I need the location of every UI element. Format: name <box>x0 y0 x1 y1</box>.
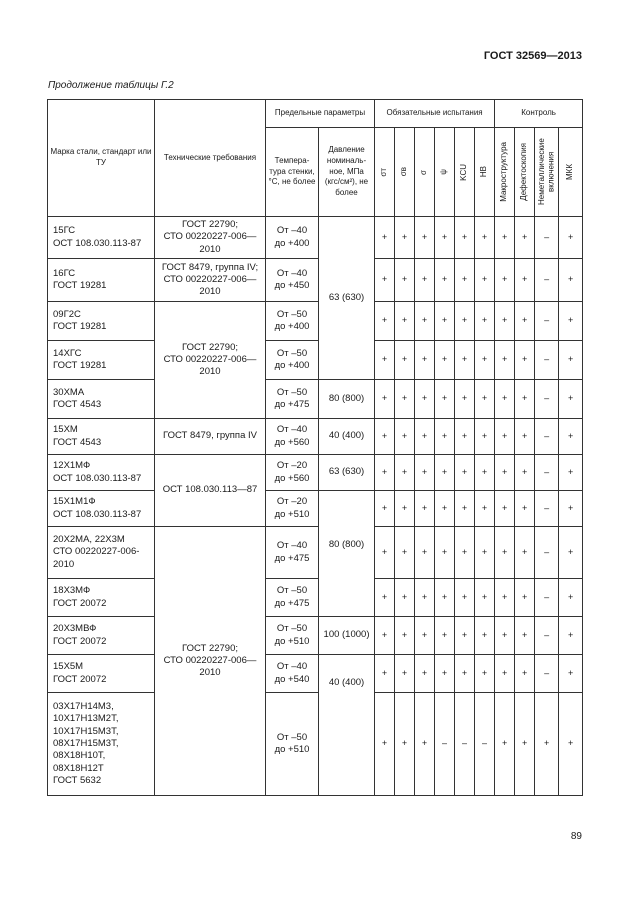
test-mark: + <box>375 302 395 341</box>
steel-grade: 15Х1М1Ф ОСТ 108.030.113-87 <box>48 491 155 527</box>
test-mark: + <box>515 302 535 341</box>
test-mark: + <box>395 419 415 455</box>
test-mark: + <box>395 693 415 796</box>
wall-temperature: От –50 до +510 <box>266 693 319 796</box>
tech-requirements: ОСТ 108.030.113—87 <box>155 455 266 527</box>
test-mark: + <box>455 259 475 302</box>
test-mark: + <box>559 217 583 259</box>
test-mark: – <box>535 655 559 693</box>
nominal-pressure: 100 (1000) <box>319 617 375 655</box>
test-mark: + <box>475 455 495 491</box>
test-mark: – <box>535 341 559 380</box>
test-mark: + <box>435 655 455 693</box>
wall-temperature: От –50 до +475 <box>266 579 319 617</box>
test-mark: + <box>475 617 495 655</box>
test-mark: + <box>515 419 535 455</box>
test-mark: + <box>415 579 435 617</box>
test-mark: + <box>559 491 583 527</box>
steel-grade: 30ХМА ГОСТ 4543 <box>48 380 155 419</box>
test-mark: – <box>535 617 559 655</box>
test-mark: + <box>559 693 583 796</box>
test-mark: + <box>375 341 395 380</box>
table-caption: Продолжение таблицы Г.2 <box>48 80 174 91</box>
test-mark: + <box>435 455 455 491</box>
steel-grade: 16ГС ГОСТ 19281 <box>48 259 155 302</box>
test-mark: + <box>415 380 435 419</box>
wall-temperature: От –20 до +510 <box>266 491 319 527</box>
test-mark: + <box>455 579 475 617</box>
header-hb: HB <box>475 128 495 217</box>
nominal-pressure: 40 (400) <box>319 655 375 796</box>
tech-requirements: ГОСТ 8479, группа IV; СТО 00220227-006— 2010 <box>155 259 266 302</box>
test-mark: – <box>535 259 559 302</box>
header-tests: Обязательные испытания <box>375 100 495 128</box>
nominal-pressure: 80 (800) <box>319 491 375 617</box>
test-mark: + <box>415 419 435 455</box>
test-mark: + <box>495 380 515 419</box>
test-mark: + <box>559 259 583 302</box>
test-mark: + <box>475 655 495 693</box>
test-mark: + <box>495 693 515 796</box>
steel-grade: 15ГС ОСТ 108.030.113-87 <box>48 217 155 259</box>
test-mark: + <box>415 341 435 380</box>
test-mark: + <box>435 527 455 579</box>
steel-grade: 12Х1МФ ОСТ 108.030.113-87 <box>48 455 155 491</box>
header-pressure: Давление номиналь-ное, МПа (кгс/см²), не более <box>319 128 375 217</box>
test-mark: + <box>515 527 535 579</box>
wall-temperature: От –40 до +400 <box>266 217 319 259</box>
test-mark: + <box>495 259 515 302</box>
table-row <box>48 617 583 655</box>
wall-temperature: От –50 до +510 <box>266 617 319 655</box>
test-mark: + <box>559 617 583 655</box>
test-mark: + <box>495 527 515 579</box>
test-mark: + <box>475 380 495 419</box>
tech-requirements: ГОСТ 22790; СТО 00220227-006— 2010 <box>155 527 266 796</box>
test-mark: + <box>515 655 535 693</box>
test-mark: + <box>559 419 583 455</box>
test-mark: – <box>535 217 559 259</box>
test-mark: + <box>495 455 515 491</box>
table-row <box>48 579 583 617</box>
steel-table <box>47 99 583 796</box>
test-mark: + <box>395 491 415 527</box>
test-mark: + <box>475 419 495 455</box>
test-mark: + <box>535 693 559 796</box>
table-row <box>48 341 583 380</box>
test-mark: + <box>375 693 395 796</box>
test-mark: + <box>375 217 395 259</box>
test-mark: – <box>435 693 455 796</box>
test-mark: + <box>475 302 495 341</box>
header-nonmetal: Неметаллические включения <box>535 128 559 217</box>
test-mark: + <box>395 617 415 655</box>
wall-temperature: От –40 до +450 <box>266 259 319 302</box>
test-mark: – <box>475 693 495 796</box>
header-delta: σ <box>415 128 435 217</box>
test-mark: + <box>415 693 435 796</box>
test-mark: + <box>395 579 415 617</box>
test-mark: + <box>455 455 475 491</box>
test-mark: + <box>475 579 495 617</box>
test-mark: + <box>415 491 435 527</box>
table-row <box>48 655 583 693</box>
test-mark: + <box>395 341 415 380</box>
table-row <box>48 491 583 527</box>
test-mark: + <box>455 217 475 259</box>
test-mark: – <box>535 579 559 617</box>
test-mark: + <box>415 302 435 341</box>
table-row <box>48 455 583 491</box>
wall-temperature: От –50 до +400 <box>266 302 319 341</box>
header-temp: Темпера-тура стенки, °С, не более <box>266 128 319 217</box>
steel-grade: 15Х5М ГОСТ 20072 <box>48 655 155 693</box>
test-mark: + <box>495 617 515 655</box>
nominal-pressure: 63 (630) <box>319 455 375 491</box>
test-mark: + <box>375 527 395 579</box>
test-mark: + <box>435 419 455 455</box>
steel-grade: 15ХМ ГОСТ 4543 <box>48 419 155 455</box>
test-mark: + <box>435 380 455 419</box>
table-row <box>48 527 583 579</box>
test-mark: + <box>515 341 535 380</box>
header-grade: Марка стали, стандарт или ТУ <box>48 100 155 217</box>
test-mark: – <box>535 380 559 419</box>
test-mark: + <box>559 380 583 419</box>
test-mark: + <box>415 617 435 655</box>
nominal-pressure: 80 (800) <box>319 380 375 419</box>
test-mark: + <box>515 455 535 491</box>
test-mark: + <box>395 380 415 419</box>
test-mark: + <box>395 655 415 693</box>
test-mark: + <box>415 259 435 302</box>
wall-temperature: От –20 до +560 <box>266 455 319 491</box>
test-mark: + <box>559 455 583 491</box>
header-limits: Предельные параметры <box>266 100 375 128</box>
test-mark: + <box>455 655 475 693</box>
test-mark: + <box>435 341 455 380</box>
table-row <box>48 217 583 259</box>
test-mark: + <box>515 217 535 259</box>
test-mark: + <box>375 491 395 527</box>
test-mark: + <box>435 579 455 617</box>
test-mark: + <box>375 655 395 693</box>
wall-temperature: От –40 до +540 <box>266 655 319 693</box>
header-psi: ψ <box>435 128 455 217</box>
test-mark: + <box>375 455 395 491</box>
test-mark: + <box>435 491 455 527</box>
test-mark: + <box>559 655 583 693</box>
test-mark: + <box>515 579 535 617</box>
table-row <box>48 380 583 419</box>
table-row <box>48 302 583 341</box>
test-mark: + <box>455 419 475 455</box>
test-mark: + <box>559 302 583 341</box>
test-mark: + <box>455 617 475 655</box>
test-mark: + <box>475 259 495 302</box>
test-mark: – <box>535 419 559 455</box>
test-mark: – <box>455 693 475 796</box>
test-mark: + <box>415 455 435 491</box>
wall-temperature: От –50 до +400 <box>266 341 319 380</box>
test-mark: + <box>455 380 475 419</box>
tech-requirements: ГОСТ 22790; СТО 00220227-006— 2010 <box>155 302 266 419</box>
test-mark: + <box>495 579 515 617</box>
test-mark: + <box>515 491 535 527</box>
test-mark: + <box>395 527 415 579</box>
test-mark: + <box>495 341 515 380</box>
test-mark: + <box>415 655 435 693</box>
test-mark: + <box>435 217 455 259</box>
test-mark: + <box>475 527 495 579</box>
test-mark: + <box>515 617 535 655</box>
tech-requirements: ГОСТ 22790; СТО 00220227-006— 2010 <box>155 217 266 259</box>
test-mark: + <box>559 579 583 617</box>
table-row <box>48 419 583 455</box>
test-mark: – <box>535 527 559 579</box>
test-mark: + <box>375 579 395 617</box>
test-mark: + <box>435 617 455 655</box>
test-mark: + <box>559 341 583 380</box>
test-mark: + <box>495 491 515 527</box>
header-mkk: МКК <box>559 128 583 217</box>
test-mark: + <box>395 259 415 302</box>
steel-grade: 20Х3МВФ ГОСТ 20072 <box>48 617 155 655</box>
tech-requirements: ГОСТ 8479, группа IV <box>155 419 266 455</box>
header-macro: Макроструктура <box>495 128 515 217</box>
test-mark: – <box>535 455 559 491</box>
test-mark: + <box>415 527 435 579</box>
test-mark: + <box>455 341 475 380</box>
wall-temperature: От –40 до +560 <box>266 419 319 455</box>
table-row <box>48 693 583 796</box>
test-mark: + <box>495 655 515 693</box>
header-kcu: KCU <box>455 128 475 217</box>
test-mark: + <box>455 527 475 579</box>
header-sigma-b: σв <box>395 128 415 217</box>
test-mark: + <box>495 419 515 455</box>
test-mark: + <box>395 455 415 491</box>
test-mark: + <box>475 217 495 259</box>
nominal-pressure: 63 (630) <box>319 217 375 380</box>
wall-temperature: От –40 до +475 <box>266 527 319 579</box>
test-mark: + <box>495 217 515 259</box>
page-number: 89 <box>570 831 582 842</box>
test-mark: + <box>455 302 475 341</box>
table-row <box>48 259 583 302</box>
steel-grade: 09Г2С ГОСТ 19281 <box>48 302 155 341</box>
test-mark: + <box>515 380 535 419</box>
test-mark: + <box>515 693 535 796</box>
test-mark: + <box>515 259 535 302</box>
test-mark: + <box>475 491 495 527</box>
test-mark: + <box>375 259 395 302</box>
test-mark: – <box>535 491 559 527</box>
test-mark: + <box>435 302 455 341</box>
test-mark: + <box>375 419 395 455</box>
nominal-pressure: 40 (400) <box>319 419 375 455</box>
test-mark: + <box>559 527 583 579</box>
test-mark: + <box>395 302 415 341</box>
test-mark: + <box>375 617 395 655</box>
test-mark: – <box>535 302 559 341</box>
test-mark: + <box>395 217 415 259</box>
header-defecto: Дефектоскопия <box>515 128 535 217</box>
steel-grade: 18Х3МФ ГОСТ 20072 <box>48 579 155 617</box>
test-mark: + <box>435 259 455 302</box>
header-tech: Технические требования <box>155 100 266 217</box>
test-mark: + <box>455 491 475 527</box>
wall-temperature: От –50 до +475 <box>266 380 319 419</box>
steel-grade: 03Х17Н14М3, 10Х17Н13М2Т, 10Х17Н15М3Т, 08Х17Н15М3Т, 08Х18Н10Т, 08Х18Н12Т ГОСТ 5632 <box>48 693 155 796</box>
document-code: ГОСТ 32569—2013 <box>483 50 582 62</box>
test-mark: + <box>375 380 395 419</box>
test-mark: + <box>415 217 435 259</box>
steel-grade: 14ХГС ГОСТ 19281 <box>48 341 155 380</box>
header-sigma-t: σт <box>375 128 395 217</box>
header-control: Контроль <box>495 100 583 128</box>
steel-grade: 20Х2МА, 22Х3М СТО 00220227-006- 2010 <box>48 527 155 579</box>
test-mark: + <box>475 341 495 380</box>
test-mark: + <box>495 302 515 341</box>
